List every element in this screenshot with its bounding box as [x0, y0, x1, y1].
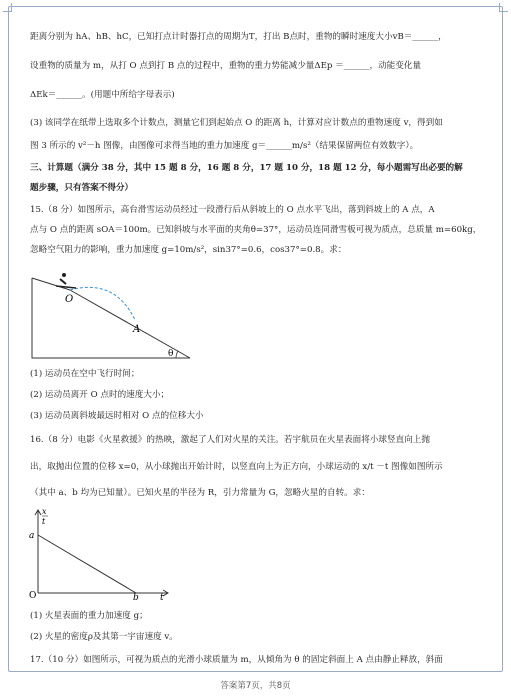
label-b: b	[133, 593, 139, 600]
question-15-part: (2) 运动员离开 O 点时的速度大小；	[30, 390, 170, 400]
label-origin: O	[29, 591, 37, 600]
section-heading: 三、计算题（满分 38 分，其中 15 题 8 分，16 题 8 分，17 题 10 分，18 题 12 分，每小题需写出必要的解	[30, 163, 463, 173]
question-16-text: 16.（8 分）电影《火星救援》的热映，激起了人们对火星的关注。若宇航员在火星表面将小球竖直向上抛	[30, 435, 430, 445]
text-line: 距离分别为 hA、hB、hC，已知打点计时器打点的周期为T，打出 B点时，重物的瞬时速度大小vB＝______，	[30, 32, 447, 42]
text-line: 设重物的质量为 m，从打 O 点到打 B 点的过程中，重物的重力势能减少量ΔEp ＝______，动能变化量	[30, 61, 422, 71]
text-line: 图 3 所示的 v²－h 图像，由图像可求得当地的重力加速度 g＝______m/s²（结果保留两位有效数字）。	[30, 141, 419, 151]
question-16-part: (1) 火星表面的重力加速度 g；	[30, 611, 148, 621]
skier-icon	[56, 273, 76, 288]
question-15-part: (3) 运动员离斜坡最远时相对 O 点的位移大小	[30, 411, 204, 421]
question-16-text: 出，取抛出位置的位移 x=0，从小球抛出开始计时，以竖直向上为正方向，小球运动的 x/t －t 图像如图所示	[30, 462, 443, 472]
label-o: O	[65, 294, 74, 305]
question-15-text: 点与 O 点的距离 sOA＝100m。已知斜坡与水平面的夹角θ=37°，运动员连同滑雪板可视为质点，总质量 m=60kg，	[30, 225, 482, 235]
label-t: t	[160, 593, 164, 600]
label-a: a	[29, 531, 35, 541]
question-17-text: 17.（10 分）如图所示，可视为质点的光滑小球质量为 m，从倾角为 θ 的固定斜面上 A 点由静止释放，斜面	[30, 655, 443, 665]
text-line: ΔEk＝______。(用题中所给字母表示)	[30, 90, 175, 100]
question-15-part: (1) 运动员在空中飞行时间；	[30, 369, 140, 379]
text-line: (3) 该同学在纸带上选取多个计数点，测量它们到起始点 O 的距离 h，计算对应计数点的重物速度 v，得到如	[30, 118, 443, 128]
page-footer: 答案第7页，共8页	[220, 681, 291, 691]
ski-jump-figure	[30, 270, 195, 362]
question-16-text: （其中 a、b 均为已知量）。已知火星的半径为 R，引力常量为 G，忽略火星的自转。求：	[30, 488, 370, 498]
x-over-t-graph	[26, 505, 176, 600]
question-15-text: 15.（8 分）如图所示，高台滑雪运动员经过一段滑行后从斜坡上的 O 点水平飞出，落到斜坡上的 A 点，A	[30, 205, 435, 215]
axis-y-top: x	[42, 507, 47, 516]
label-a: A	[133, 324, 141, 335]
crop-mark-top-right	[499, 3, 508, 12]
section-heading: 题步骤，只有答案不得分）	[30, 183, 134, 193]
axis-y-bottom: t	[42, 517, 46, 526]
question-16-part: (2) 火星的密度ρ及其第一宇宙速度 v。	[30, 632, 178, 642]
question-15-text: 忽略空气阻力的影响，重力加速度 g=10m/s²，sin37°=0.6，cos37°=0.8。求：	[30, 245, 347, 255]
crop-mark-top-left	[3, 3, 12, 12]
label-theta: θ	[168, 349, 174, 359]
